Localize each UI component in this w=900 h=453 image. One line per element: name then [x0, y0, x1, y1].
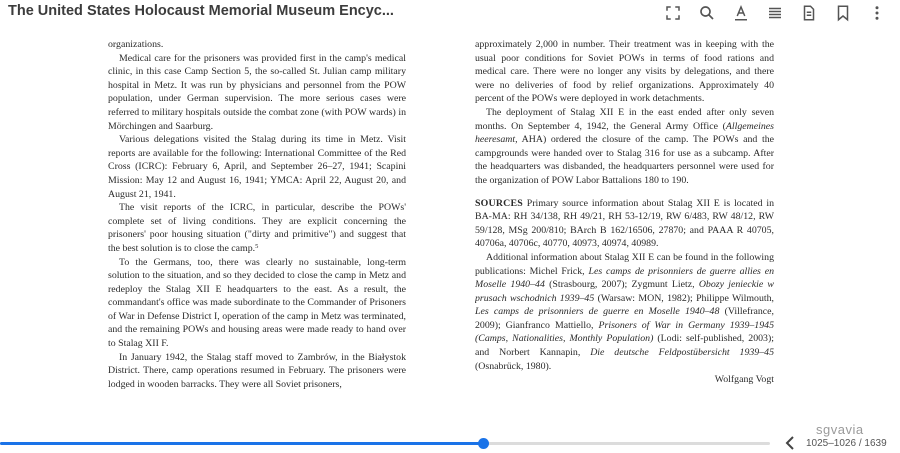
italic-term: Allgemeines heeresamt	[475, 120, 774, 146]
paragraph: To the Germans, too, there was clearly no sustainable, long-term solution to the situation, and so they decided to close the camp in Metz and redeploy the Stalag XII E headquarters to the east. As a result, the commandant's office was made subordinate to the Commander of Prisoners of War in Defense District I, operation of the camp in Metz was terminated, and the remaining POWs and housing areas were made ready to hand over to Stalag XII F.	[108, 256, 406, 350]
contents-icon	[766, 4, 784, 22]
paragraph	[108, 201, 406, 255]
contents-button[interactable]	[764, 2, 786, 24]
toolbar	[650, 2, 888, 24]
fullscreen-icon	[664, 4, 682, 22]
bookmark-icon	[834, 4, 852, 22]
paragraph: approximately 2,000 in number. Their treatment was in keeping with the usual poor conditions for Soviet POWs in terms of food rations and medical care. There were no longer any visits by delegations, and there were no deliveries of food by relief organizations. Approximately 40 percent of the POWs were deployed in work detachments.	[475, 39, 774, 105]
search-button[interactable]	[696, 2, 718, 24]
italic-title: Les camps de prisonniers de guerre allies en Moselle 1940–44	[475, 265, 774, 291]
left-page	[108, 38, 406, 404]
search-icon	[698, 4, 716, 22]
app-header	[0, 0, 900, 30]
page-counter: 1025–1026 / 1639	[806, 438, 887, 449]
italic-title: Obozy jenieckie w prusach wschodnich 1939–45	[475, 279, 774, 304]
paragraph-text: (Warsaw: MON, 1982); Philippe Wilmouth,	[594, 292, 774, 304]
previous-page-button[interactable]	[783, 434, 799, 452]
more-options-button[interactable]	[866, 2, 888, 24]
progress-handle[interactable]	[478, 438, 489, 449]
paragraph-text: (Villefrance, 2009); Gianfranco Mattiello,	[475, 306, 774, 331]
text-format-icon	[732, 4, 750, 22]
bookmark-button[interactable]	[832, 2, 854, 24]
notes-button[interactable]	[798, 2, 820, 24]
sources-heading: SOURCES	[475, 197, 523, 209]
paragraph-text: Primary source information about Stalag XII E is located in BA-MA: RH 34/138, RH 49/21, RH 53-12/19, RW 6/483, RW 48/12, RW 59/128, MSg 200/810; BArch B 162/16506, 27870; and PAAA R 40705, 40706a, 40706c, 40770, 40973, 40974, 40989.	[475, 197, 774, 250]
paragraph: In January 1942, the Stalag staff moved to Zambrów, in the Białystok District. There, camp operations resumed in February. The prisoners were lodged in wooden barracks. They were all Soviet prisoners,	[108, 351, 406, 390]
progress-track[interactable]	[0, 442, 770, 445]
paragraph-text: The deployment of Stalag XII E in the east ended after only seven months. On September 4, 1942, the General Army Office (	[475, 106, 774, 132]
notes-icon	[800, 4, 818, 22]
progress-fill	[0, 442, 483, 445]
watermark: sgvavia	[816, 422, 864, 437]
italic-title: Prisoners of War in Germany 1939–1945 (Camps, Nationalities, Monthly Population)	[475, 319, 774, 345]
paragraph-text: (Osnabrück, 1980).	[475, 360, 552, 372]
paragraph: organizations.	[108, 39, 164, 50]
italic-title: Les camps de prisonniers de guerre en Moselle 1940–48	[475, 306, 720, 318]
paragraph-text: The visit reports of the ICRC, in particular, describe the POWs' complete set of living conditions. They are explicit concerning the prisoners' poor housing situation ("dirty and primitive") and suggest that the best solution is to close the camp.	[108, 202, 406, 254]
chevron-left-icon	[783, 434, 799, 452]
author-signature: Wolfgang Vogt	[714, 374, 774, 386]
more-vert-icon	[868, 4, 886, 22]
book-title: The United States Holocaust Memorial Museum Encyc...	[8, 3, 394, 19]
paragraph	[475, 251, 774, 373]
sources-paragraph	[475, 197, 774, 251]
paragraph-text: (Lodi: self-published, 2003); and Norbert Kannapin,	[475, 333, 774, 359]
paragraph: Medical care for the prisoners was provided first in the camp's medical clinic, in this case Camp Section 5, the so-called St. Julian camp military hospital in Metz. It was run by physicians and personnel from the POW population, under German supervision. The more serious cases were referred to military hospitals outside the combat zone (with POW wards) in Mörchingen and Saarburg.	[108, 52, 406, 132]
text-format-button[interactable]	[730, 2, 752, 24]
footnote-link[interactable]: 5	[255, 242, 259, 250]
right-page	[475, 38, 774, 404]
paragraph: Various delegations visited the Stalag during its time in Metz. Visit reports are available for the following: International Committee of the Red Cross (ICRC): February 6, April, and September 26–27, 1941; Scapini Mission: May 12 and August 16, 1941; YMCA: April 22, August 20, and August 21, 1941.	[108, 134, 406, 200]
italic-title: Die deutsche Feldpostübersicht 1939–45	[590, 347, 774, 359]
fullscreen-button[interactable]	[662, 2, 684, 24]
paragraph-text: , AHA) ordered the closure of the camp. The POWs and the campgrounds were handed over to Stalag 316 for use as a subcamp. After the headquarters was disbanded, the headquarters personnel were used for the organization of POW Labor Battalions 180 to 190.	[475, 134, 774, 186]
paragraph-text: (Strasbourg, 2007); Zygmunt Lietz,	[544, 279, 699, 291]
paragraph-text: Additional information about Stalag XII E can be found in the following publications: Michel Frick,	[475, 251, 774, 277]
paragraph	[475, 106, 774, 188]
reading-progress-bar	[0, 432, 900, 453]
